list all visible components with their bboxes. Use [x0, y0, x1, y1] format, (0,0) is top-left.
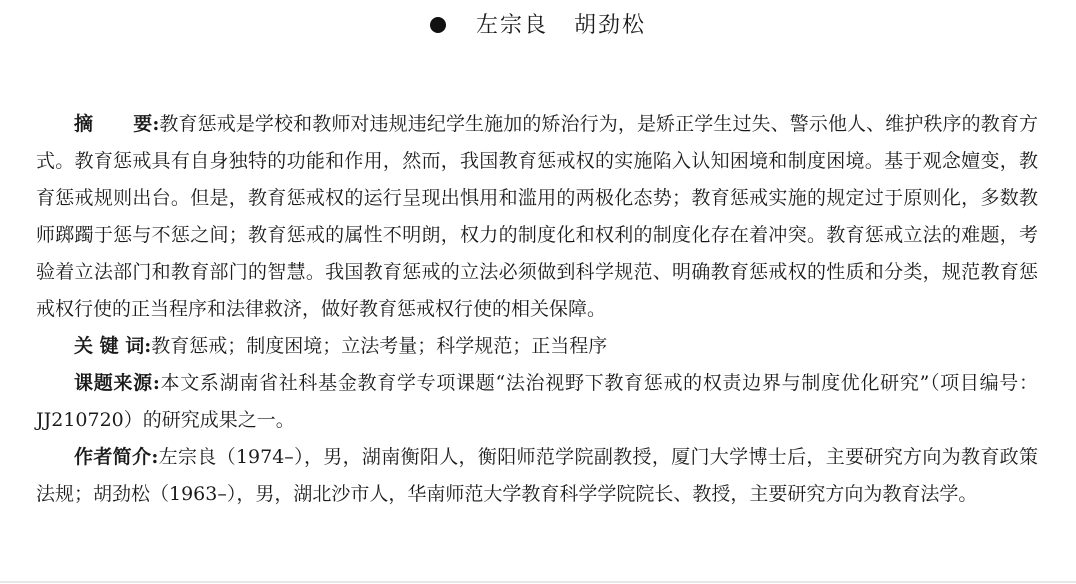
- bullet-icon: [430, 17, 446, 33]
- abstract-label: 摘 要:: [74, 113, 160, 135]
- author-name-1: 左宗良: [475, 13, 548, 38]
- keywords-paragraph: [36, 328, 1038, 365]
- author-bio-label: 作者简介:: [74, 446, 159, 468]
- article-front-matter: [36, 106, 1038, 513]
- funding-label: 课题来源:: [74, 372, 160, 394]
- bottom-divider: [0, 581, 1076, 583]
- funding-paragraph: [36, 365, 1038, 439]
- author-bio-text: 左宗良（1974–），男，湖南衡阳人，衡阳师范学院副教授，厦门大学博士后，主要研究方向为教育政策法规；胡劲松（1963–），男，湖北沙市人，华南师范大学教育科学学院院长、教授，主要研究方向为教育法学。: [36, 446, 1038, 505]
- author-bio-paragraph: [36, 439, 1038, 513]
- author-line: [0, 10, 1076, 42]
- keywords-label: 关 键 词:: [74, 335, 152, 357]
- keywords-text: 教育惩戒；制度困境；立法考量；科学规范；正当程序: [151, 335, 608, 357]
- abstract-paragraph: [36, 106, 1038, 328]
- author-name-2: 胡劲松: [574, 13, 647, 38]
- funding-text: 本文系湖南省社科基金教育学专项课题“法治视野下教育惩戒的权责边界与制度优化研究”（项目编号：JJ210720）的研究成果之一。: [36, 372, 1038, 431]
- abstract-text: 教育惩戒是学校和教师对违规违纪学生施加的矫治行为，是矫正学生过失、警示他人、维护秩序的教育方式。教育惩戒具有自身独特的功能和作用，然而，我国教育惩戒权的实施陷入认知困境和制度困境。基于观念嬗变，教育惩戒规则出台。但是，教育惩戒权的运行呈现出惧用和滥用的两极化态势；教育惩戒实施的规定过于原则化，多数教师踯躅于惩与不惩之间；教育惩戒的属性不明朗，权力的制度化和权利的制度化存在着冲突。教育惩戒立法的难题，考验着立法部门和教育部门的智慧。我国教育惩戒的立法必须做到科学规范、明确教育惩戒权的性质和分类，规范教育惩戒权行使的正当程序和法律救济，做好教育惩戒权行使的相关保障。: [36, 113, 1038, 320]
